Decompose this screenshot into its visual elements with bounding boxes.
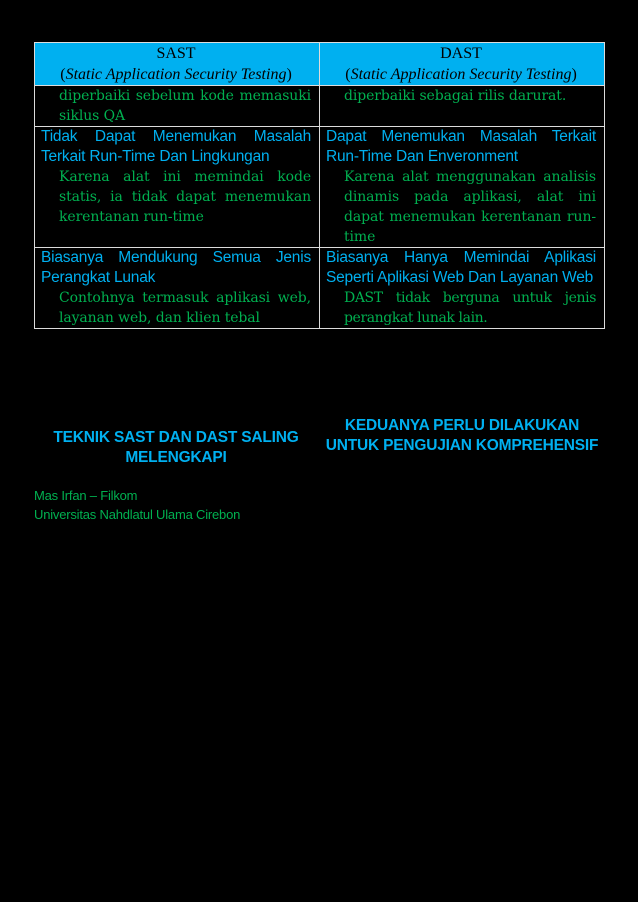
sast-cell xyxy=(35,86,320,127)
dast-header-title: DAST xyxy=(440,45,482,62)
sast-header xyxy=(35,43,320,86)
author-name: Mas Irfan – Filkom xyxy=(34,488,138,503)
sast-cell xyxy=(35,248,320,329)
dast-row-heading: Biasanya Hanya Memindai Aplikasi Seperti Aplikasi Web Dan Layanan Web xyxy=(326,249,596,286)
dast-body-text: diperbaiki sebagai rilis darurat. xyxy=(344,88,567,104)
dast-header xyxy=(320,43,605,86)
sast-body-text: Karena alat ini memindai kode statis, ia tidak dapat menemukan kerentanan run-time xyxy=(59,169,311,225)
dast-body-text: DAST tidak berguna untuk jenis perangkat lunak lain. xyxy=(344,290,596,326)
sast-body-text: Contohnya termasuk aplikasi web, layanan web, dan klien tebal xyxy=(59,290,311,326)
sast-row-heading: Biasanya Mendukung Semua Jenis Perangkat Lunak xyxy=(41,249,311,286)
dast-body-text: Karena alat menggunakan analisis dinamis pada aplikasi, alat ini dapat menemukan kerentanan run-time xyxy=(344,169,596,245)
dast-header-subtitle: (Static Application Security Testing) xyxy=(345,66,577,83)
dast-cell xyxy=(320,127,605,248)
dast-row-heading: Dapat Menemukan Masalah Terkait Run-Time Dan Enveronment xyxy=(326,128,596,165)
comparison-table xyxy=(34,42,605,329)
footer-conclusion-right: KEDUANYA PERLU DILAKUKAN UNTUK PENGUJIAN KOMPREHENSIF xyxy=(325,417,599,454)
table-header-row xyxy=(35,43,605,86)
footer-conclusion-left: TEKNIK SAST DAN DAST SALING MELENGKAPI xyxy=(53,429,299,466)
table-row xyxy=(35,127,605,248)
sast-header-subtitle: (Static Application Security Testing) xyxy=(60,66,292,83)
dast-cell xyxy=(320,86,605,127)
dast-cell xyxy=(320,248,605,329)
author-block xyxy=(34,486,240,524)
sast-row-heading: Tidak Dapat Menemukan Masalah Terkait Run-Time Dan Lingkungan xyxy=(41,128,311,165)
table-row xyxy=(35,86,605,127)
sast-body-text: diperbaiki sebelum kode memasuki siklus QA xyxy=(59,88,311,124)
sast-cell xyxy=(35,127,320,248)
sast-header-title: SAST xyxy=(156,45,196,62)
author-affiliation: Universitas Nahdlatul Ulama Cirebon xyxy=(34,507,241,522)
table-row xyxy=(35,248,605,329)
